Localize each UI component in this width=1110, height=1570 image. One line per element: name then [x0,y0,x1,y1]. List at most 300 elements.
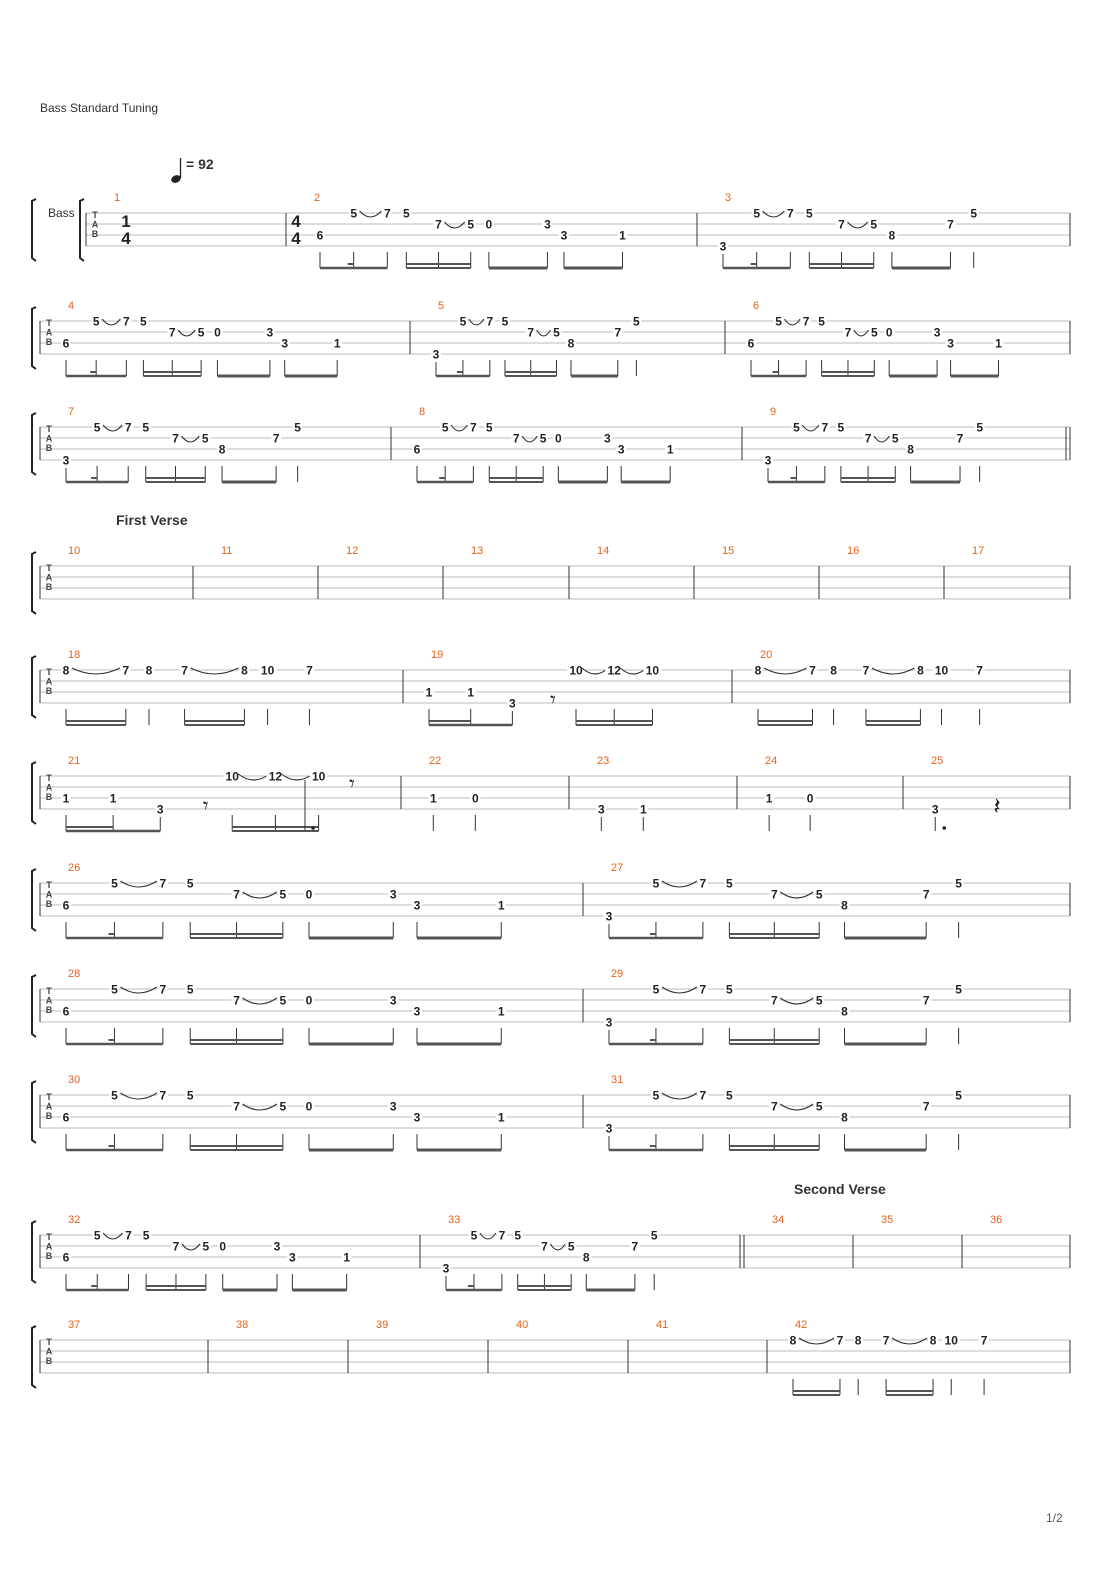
fret-number: 5 [201,431,209,446]
beat-group [61,982,168,1044]
fret-number: 10 [645,663,660,678]
fret-number: 12 [268,769,283,784]
tie [120,987,156,993]
beat-group [567,663,661,725]
measure-number: 25 [931,755,944,767]
measure-number: 20 [760,649,773,661]
fret-number: 7 [802,314,810,329]
fret-number: 5 [501,314,509,329]
measure-number: 39 [376,1319,389,1331]
tab-system [32,406,1070,482]
tab-clef: A [45,1101,53,1112]
fret-number: 1 [666,442,674,457]
fret-number: 3 [719,239,727,254]
fret-number: 1 [333,336,341,351]
beat-group [604,982,708,1044]
fret-number: 1 [425,685,433,700]
fret-number: 3 [273,1239,281,1254]
tie [120,1093,156,1099]
beat-group [223,769,327,831]
tab-clef: T [46,1337,52,1347]
measure-number: 32 [68,1214,81,1226]
beat-group [412,420,478,482]
fret-number: 3 [413,898,421,913]
fret-number: 6 [413,442,421,457]
fret-number: 3 [617,442,625,457]
tie [802,425,818,431]
system-bracket [32,552,36,614]
beat-group [853,1333,863,1395]
fret-number: 7 [123,314,130,329]
fret-number: 3 [413,1004,421,1019]
tab-clef: T [46,563,52,573]
fret-number: 8 [917,663,924,678]
beat-group [61,314,131,376]
beat-group [975,420,985,482]
fret-number: 5 [402,206,410,221]
beat-group [954,1088,964,1150]
measure-number: 9 [770,406,777,418]
fret-number: 1 [639,802,647,817]
tie [537,330,551,336]
fret-number: 8 [854,1333,862,1348]
tab-clef: B [45,899,53,909]
beat-group [906,431,965,482]
system-bracket [80,199,84,261]
fret-number: 7 [922,1099,930,1114]
fret-number: 7 [233,887,240,902]
tab-clef: A [45,782,53,793]
fret-number: 7 [838,217,845,232]
fret-number: 3 [560,228,568,243]
fret-number: 7 [159,1088,167,1103]
fret-number: 5 [793,420,800,435]
fret-number: 7 [821,420,829,435]
beat-group [753,663,817,725]
beat-group [884,325,942,376]
fret-number: 8 [907,442,914,457]
tab-clef: A [45,433,53,444]
fret-number: 8 [830,663,837,678]
fret-number: 7 [435,217,442,232]
fret-number: 5 [650,1228,658,1243]
fret-number: 7 [272,431,280,446]
fret-number: 5 [279,1099,287,1114]
fret-number: 12 [607,663,621,678]
fret-number: 5 [818,314,825,329]
fret-number: 8 [841,1004,848,1019]
measure-number: 10 [68,545,81,557]
fret-number: 5 [815,993,823,1008]
fret-number: 5 [294,420,301,435]
measure-number: 21 [68,755,81,767]
fret-number: 5 [279,887,287,902]
beat-group [887,217,956,268]
tie [582,668,608,674]
tab-system [32,755,1070,831]
fret-number: 3 [62,453,70,468]
beat-group [280,336,342,376]
beat-group [581,1239,640,1290]
fret-number: 8 [218,442,226,457]
tie [281,774,312,780]
beat-group [804,206,878,268]
fret-number: 10 [934,663,949,678]
fret-number: 10 [260,663,275,678]
fret-number: 7 [699,876,707,891]
tie [103,425,122,431]
tab-clef: T [46,773,52,783]
beat-group [553,431,612,482]
system-bracket [32,413,36,475]
beat-group [484,217,553,268]
fret-number: 5 [955,876,962,891]
tempo-value: = 92 [186,156,214,172]
fret-number: 3 [389,993,397,1008]
tie [445,222,465,228]
tab-clef: A [45,572,53,583]
beat-group [138,314,206,376]
fret-number: 1 [995,336,1002,351]
beat-group [500,314,561,376]
fret-number: 7 [512,431,520,446]
fret-number: 8 [841,1110,848,1125]
tie [469,319,484,325]
fret-number: 8 [241,663,248,678]
beat-group [180,663,250,725]
tie [243,1104,277,1110]
fret-number: 5 [815,1099,823,1114]
measure-number: 1 [114,192,121,204]
fret-number: 7 [614,325,622,340]
beat-group [724,876,824,938]
beat-group [315,206,392,268]
fret-number: 10 [311,769,326,784]
beat-group [470,791,480,831]
measure-number: 38 [236,1319,249,1331]
measure-number: 33 [448,1214,461,1226]
fret-number: 7 [159,982,167,997]
fret-number: 7 [172,1239,180,1254]
fret-number: 5 [514,1228,522,1243]
system-bracket [32,656,36,718]
measure-number: 27 [611,862,624,874]
measure-number: 14 [597,545,610,557]
fret-number: 5 [441,420,449,435]
fret-number: 7 [527,325,535,340]
tab-system [32,192,1070,268]
fret-number: 5 [976,420,984,435]
fret-number: 7 [864,431,872,446]
beat-group [954,982,964,1044]
tab-clef: B [45,1111,53,1121]
fret-number: 5 [279,993,287,1008]
tie [243,998,277,1004]
fret-number: 7 [699,982,707,997]
tab-system [32,1214,1070,1290]
eighth-rest-icon: 𝄾 [202,793,209,818]
fret-number: 7 [159,876,167,891]
tab-clef: A [45,1241,53,1252]
tie [102,319,120,325]
tab-clef: B [45,1356,53,1366]
measure-number: 2 [314,192,321,204]
measure-number: 18 [68,649,81,661]
tab-system [32,649,1070,725]
tie [874,436,889,442]
measure-number: 15 [722,545,735,557]
beat-group [424,685,517,725]
beat-group [401,206,475,268]
measure-number: 8 [419,406,426,418]
fret-number: 3 [931,802,939,817]
fret-number: 0 [485,217,493,232]
fret-number: 0 [471,791,479,806]
fret-number: 6 [747,336,755,351]
fret-number: 5 [955,982,962,997]
fret-number: 7 [836,1333,844,1348]
fret-number: 3 [442,1261,450,1276]
time-signature-top: 1 [121,212,131,231]
quarter-rest-icon: 𝄽 [993,793,1001,820]
fret-number: 5 [815,887,823,902]
fret-number: 5 [350,206,358,221]
tie [799,1338,834,1344]
beat-group [881,1333,938,1395]
beat-group [596,802,606,831]
tie [103,1233,122,1239]
beat-group [304,887,398,938]
beat-group [61,1088,168,1150]
beat-group [969,206,979,268]
system-bracket [32,1221,36,1283]
fret-number: 8 [754,663,762,678]
fret-number: 5 [837,420,845,435]
beat-group [724,982,824,1044]
fret-number: 1 [765,791,773,806]
tab-clef: A [45,327,53,338]
beat-group [975,663,985,725]
fret-number: 6 [62,336,70,351]
tab-clef: B [45,582,53,592]
fret-number: 5 [970,206,978,221]
fret-number: 5 [539,431,547,446]
tie [854,330,868,336]
fret-number: 8 [888,228,896,243]
fret-number: 6 [62,1250,70,1265]
tie [120,881,156,887]
fret-number: 7 [233,1099,240,1114]
tie [780,1104,813,1110]
beat-group [979,1333,989,1395]
fret-number: 7 [383,206,391,221]
beat-group [304,1099,398,1150]
beat-group [304,993,398,1044]
tab-clef: T [92,210,98,220]
tie [550,1244,565,1250]
tie [178,330,195,336]
tie [451,425,467,431]
fret-number: 3 [604,431,611,446]
beat-group [746,314,811,376]
fret-number: 5 [459,314,467,329]
beat-group [61,791,165,831]
tie [662,1093,697,1099]
tab-clef: A [45,1346,53,1357]
fret-number: 7 [541,1239,548,1254]
fret-number: 5 [197,325,205,340]
fret-number: 3 [605,909,613,924]
system-bracket [32,762,36,824]
fret-number: 5 [202,1239,210,1254]
fret-number: 3 [432,347,440,362]
fret-number: 7 [470,420,477,435]
measure-number: 31 [611,1074,624,1086]
beat-group [566,325,623,376]
tie [892,1338,927,1344]
beat-group [788,1333,845,1395]
beat-group [484,420,548,482]
fret-number: 1 [619,228,626,243]
tab-clef: A [91,219,99,230]
dot [942,826,946,830]
tie [780,892,813,898]
beat-group [930,802,946,831]
tab-system [32,1074,1070,1150]
fret-number: 7 [922,887,930,902]
measure-number: 3 [725,192,732,204]
beat-group [836,420,900,482]
fret-number: 8 [789,1333,797,1348]
beat-group [141,1228,211,1290]
fret-number: 3 [281,336,289,351]
tie [522,436,537,442]
tab-clef: B [91,229,99,239]
fret-number: 0 [305,1099,313,1114]
measure-number: 12 [346,545,359,557]
fret-number: 7 [770,993,778,1008]
tab-clef: A [45,889,53,900]
beat-group [604,1088,708,1150]
fret-number: 3 [544,217,551,232]
tie [191,668,239,674]
beat-group [817,314,880,376]
beat-group [550,687,556,712]
beat-group [218,1239,282,1290]
fret-number: 5 [111,1088,118,1103]
system-bracket [32,199,36,261]
tie [72,668,120,674]
tie [872,668,914,674]
section-first-verse: First Verse [116,512,188,528]
fret-number: 10 [225,769,239,784]
beat-group [649,1228,659,1290]
fret-number: 7 [181,663,188,678]
beat-group [933,663,951,725]
fret-number: 5 [186,876,194,891]
fret-number: 8 [582,1250,590,1265]
fret-number: 5 [142,1228,150,1243]
beat-group [559,228,628,268]
fret-number: 8 [62,663,70,678]
tuning-label: Bass Standard Tuning [40,101,159,115]
fret-number: 5 [140,314,147,329]
tab-clef: B [45,337,53,347]
fret-number: 5 [93,1228,101,1243]
fret-number: 5 [553,325,560,340]
beat-group [829,663,839,725]
tie [785,319,801,325]
measure-number: 7 [68,406,75,418]
fret-number: 5 [775,314,782,329]
tab-clef: T [46,424,52,434]
fret-number: 7 [233,993,240,1008]
system-bracket [32,307,36,369]
beat-group [61,1228,133,1290]
beat-group [638,802,648,831]
fret-number: 3 [389,887,397,902]
fret-number: 5 [805,206,813,221]
eighth-rest-icon: 𝄾 [349,771,355,796]
tab-system [32,300,1070,376]
fret-number: 5 [652,982,660,997]
fret-number: 5 [870,325,878,340]
fret-number: 7 [947,217,954,232]
fret-number: 7 [498,1228,506,1243]
beat-group [718,206,795,268]
fret-number: 5 [92,314,100,329]
fret-number: 3 [605,1015,613,1030]
fret-number: 7 [122,663,130,678]
beat-group [993,793,1000,820]
tab-clef: B [45,443,53,453]
tab-clef: B [45,1005,53,1015]
fret-number: 1 [497,1110,505,1125]
tab-clef: B [45,792,53,802]
fret-number: 7 [124,420,132,435]
beat-group [805,791,815,831]
time-signature-top: 4 [291,212,301,231]
beat-group [144,663,154,725]
fret-number: 8 [841,898,848,913]
fret-number: 0 [214,325,221,340]
fret-number: 7 [172,431,179,446]
fret-number: 5 [111,876,118,891]
system-bracket [32,1081,36,1143]
measure-number: 16 [847,545,860,557]
system-bracket [32,1326,36,1388]
fret-number: 5 [726,876,733,891]
fret-number: 7 [956,431,964,446]
fret-number: 5 [186,1088,194,1103]
dot [311,826,315,830]
time-signature-bottom: 4 [291,229,301,248]
fret-number: 7 [922,993,930,1008]
fret-number: 0 [305,887,313,902]
fret-number: 3 [947,336,954,351]
fret-number: 5 [93,420,101,435]
tie [662,881,697,887]
tab-system [32,968,1070,1044]
beat-group [942,1333,960,1395]
measure-number: 17 [972,545,985,557]
beat-group [293,420,303,482]
beat-group [428,791,438,831]
fret-number: 7 [844,325,852,340]
beat-group [412,1004,506,1044]
fret-number: 3 [764,453,772,468]
tab-clef: B [45,686,53,696]
